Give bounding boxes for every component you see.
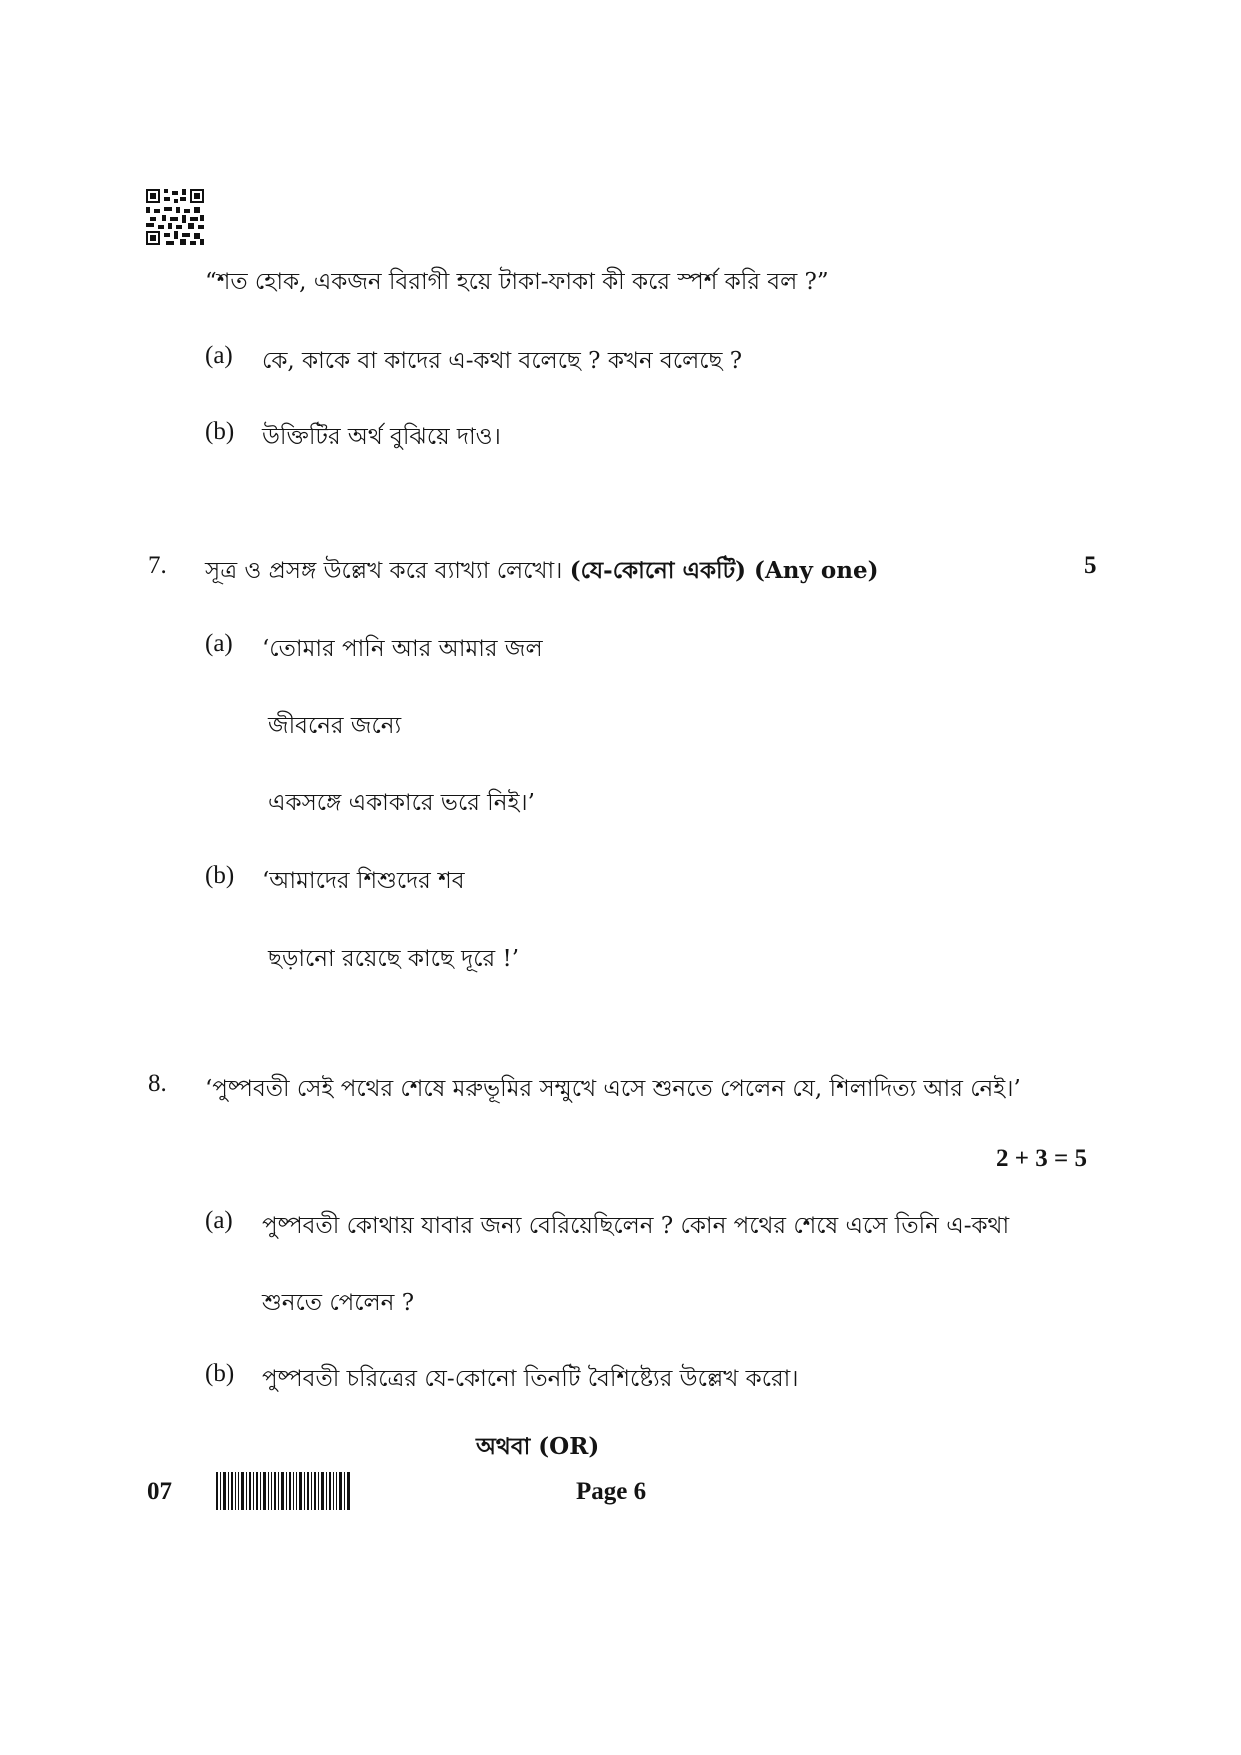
q7-text: সূত্র ও প্রসঙ্গ উল্লেখ করে ব্যাখ্যা লেখো। — [205, 558, 563, 584]
q8-number: 8. — [148, 1070, 167, 1097]
q7-choice: (যে-কোনো একটি) (Any one) — [569, 557, 879, 584]
q7-number: 7. — [148, 552, 167, 579]
q7-a-label: (a) — [205, 630, 233, 657]
q7-a-line-1: ‘তোমার পানি আর আমার জল — [262, 636, 543, 662]
barcode — [216, 1472, 350, 1510]
q7-a-line-2: জীবনের জন্যে — [268, 713, 402, 739]
page-number: Page 6 — [576, 1478, 647, 1505]
intro-sub-a-label: (a) — [205, 342, 233, 369]
q7-b-line-2: ছড়ানো রয়েছে কাছে দূরে !’ — [268, 946, 520, 972]
intro-sub-a-text: কে, কাকে বা কাদের এ-কথা বলেছে ? কখন বলেছে ? — [262, 348, 743, 374]
intro-sub-b-label: (b) — [205, 418, 235, 445]
q7-a-line-3: একসঙ্গে একাকারে ভরে নিই।’ — [268, 790, 535, 816]
qr-code — [146, 189, 204, 245]
intro-quote: “শত হোক, একজন বিরাগী হয়ে টাকা-ফাকা কী করে স্পর্শ করি বল ?” — [205, 269, 829, 295]
q8-b-label: (b) — [205, 1360, 235, 1387]
q8-marks: 2 + 3 = 5 — [996, 1145, 1087, 1172]
q7-marks: 5 — [1084, 552, 1097, 579]
q8-a-line-2: শুনতে পেলেন ? — [262, 1290, 415, 1316]
q7-b-line-1: ‘আমাদের শিশুদের শব — [262, 868, 465, 894]
q8-b-text: পুষ্পবতী চরিত্রের যে-কোনো তিনটি বৈশিষ্ট্যের উল্লেখ করো। — [262, 1366, 799, 1392]
q7-question — [205, 552, 878, 591]
intro-sub-b-text: উক্তিটির অর্থ বুঝিয়ে দাও। — [262, 424, 501, 450]
or-divider: অথবা (OR) — [476, 1433, 600, 1460]
q8-a-label: (a) — [205, 1207, 233, 1234]
footer-code: 07 — [147, 1478, 172, 1505]
q7-b-label: (b) — [205, 862, 235, 889]
q8-a-line-1: পুষ্পবতী কোথায় যাবার জন্য বেরিয়েছিলেন ? কোন পথের শেষে এসে তিনি এ-কথা — [262, 1213, 1010, 1239]
q8-question: ‘পুষ্পবতী সেই পথের শেষে মরুভূমির সম্মুখে এসে শুনতে পেলেন যে, শিলাদিত্য আর নেই।’ — [205, 1076, 1021, 1102]
